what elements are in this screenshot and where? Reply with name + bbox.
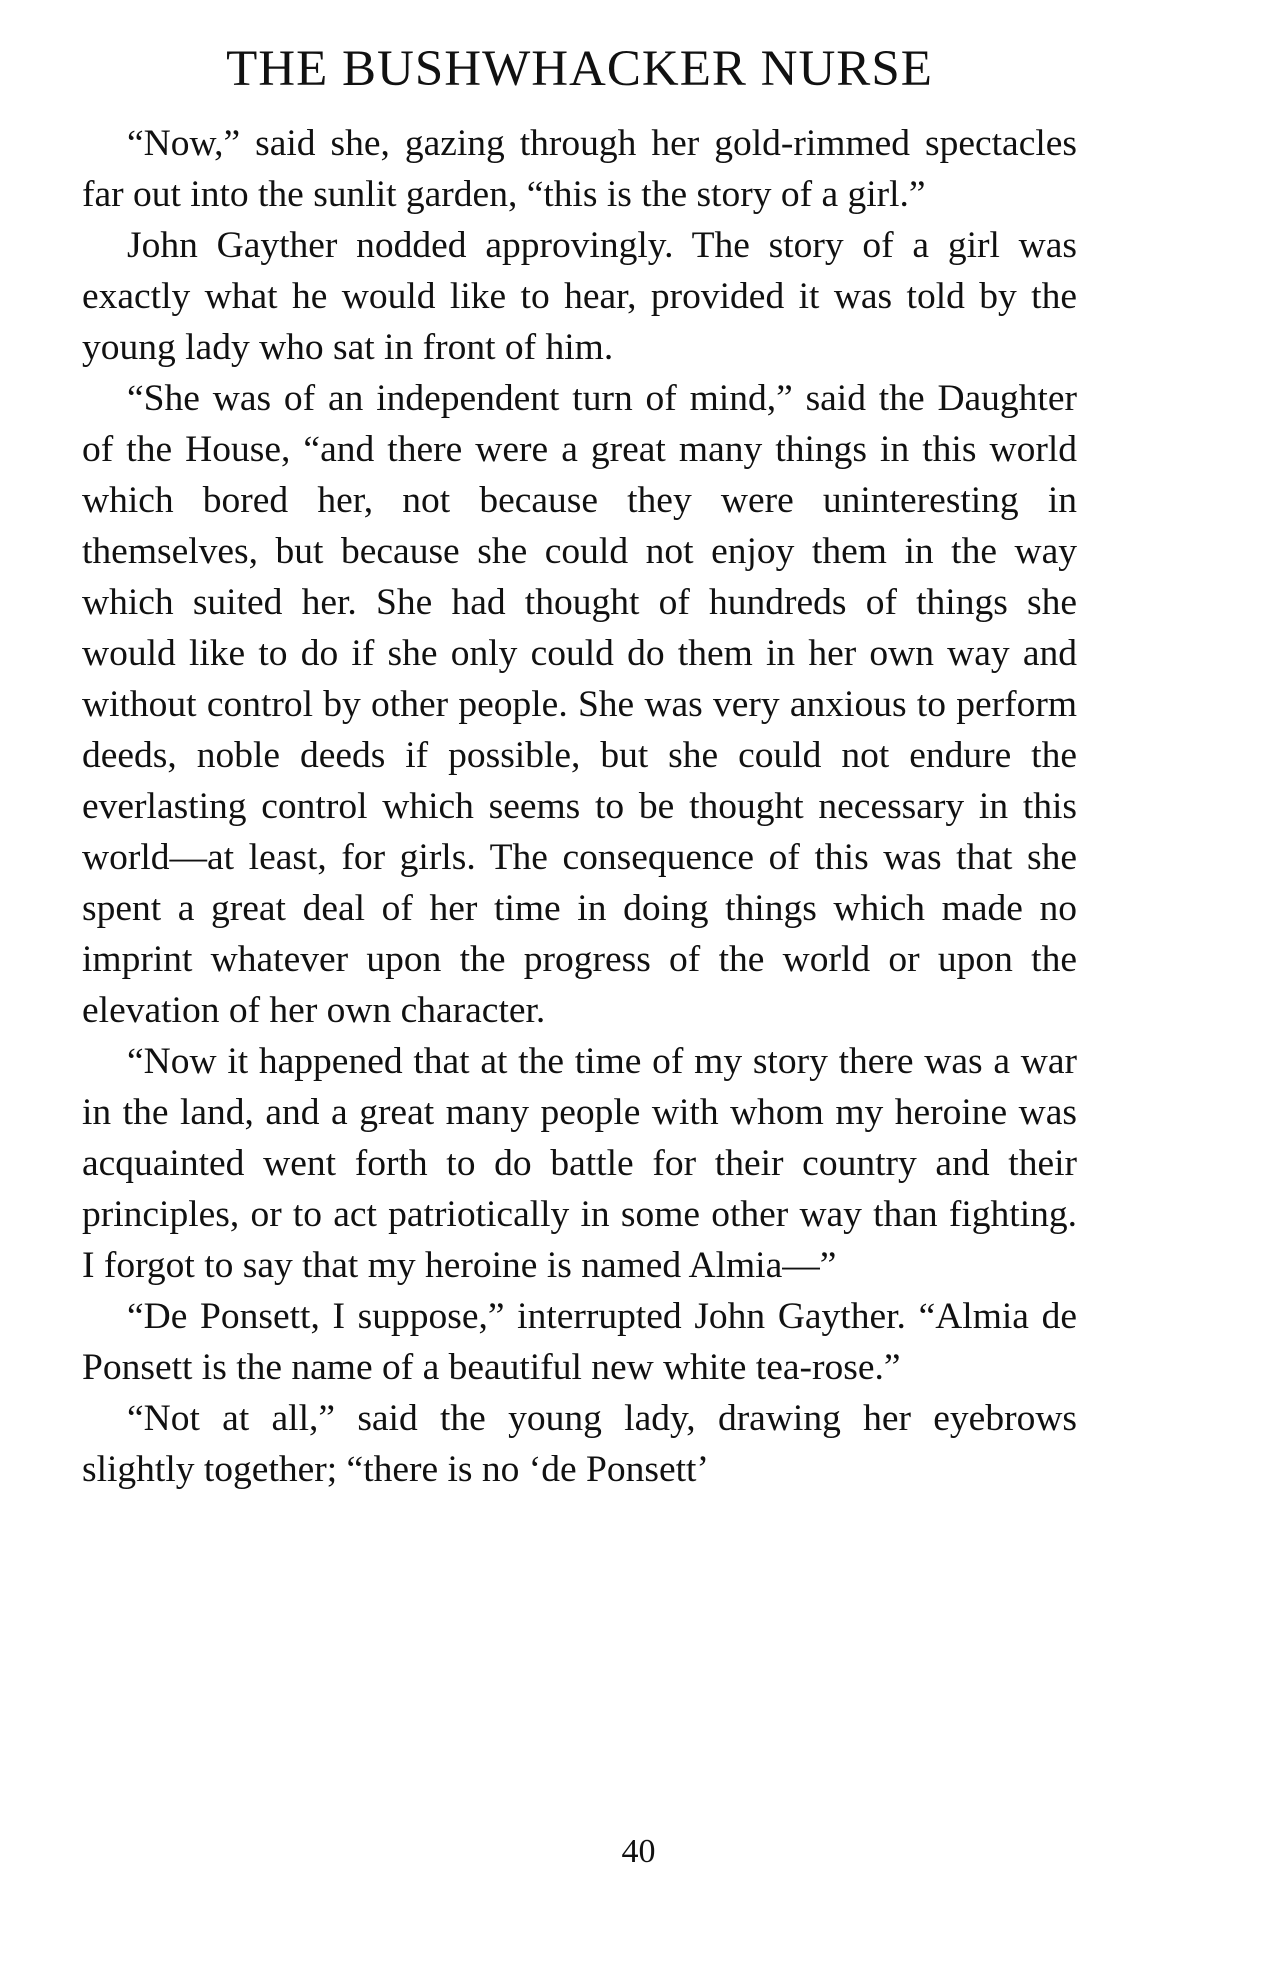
paragraph: “Now it happened that at the time of my story there was a war in the land, and a great many people with whom my heroine was acquainted went forth to do battle for their country and their principles, or to act patriotically in some other way than fighting. I forgot to say that my heroine is named Almia—” (82, 1041, 1077, 1286)
paragraph: “Not at all,” said the young lady, drawing her eyebrows slightly together; “there is no ‘de Ponsett’ (82, 1398, 1077, 1490)
paragraph: “She was of an independent turn of mind,” said the Daughter of the House, “and there were a great many things in this world which bored her, not because they were uninteresting in themselves, but because she could not enjoy them in the way which suited her. She had thought of hundreds of things she would like to do if she only could do them in her own way and without control by other people. She was very anxious to perform deeds, noble deeds if possible, but she could not endure the everlasting control which seems to be thought necessary in this world—at least, for girls. The consequence of this was that she spent a great deal of her time in doing things which made no imprint whatever upon the progress of the world or upon the elevation of her own character. (82, 378, 1077, 1031)
book-page (82, 40, 1077, 1495)
paragraph: John Gayther nodded approvingly. The story of a girl was exactly what he would like to hear, provided it was told by the young lady who sat in front of him. (82, 225, 1077, 368)
page-number: 40 (621, 1833, 656, 1870)
body-text (82, 118, 1077, 1495)
paragraph: “De Ponsett, I suppose,” interrupted John Gayther. “Almia de Ponsett is the name of a beautiful new white tea-rose.” (82, 1296, 1077, 1388)
running-title: THE BUSHWHACKER NURSE (226, 41, 933, 97)
paragraph: “Now,” said she, gazing through her gold-rimmed spectacles far out into the sunlit garden, “this is the story of a girl.” (82, 123, 1077, 215)
